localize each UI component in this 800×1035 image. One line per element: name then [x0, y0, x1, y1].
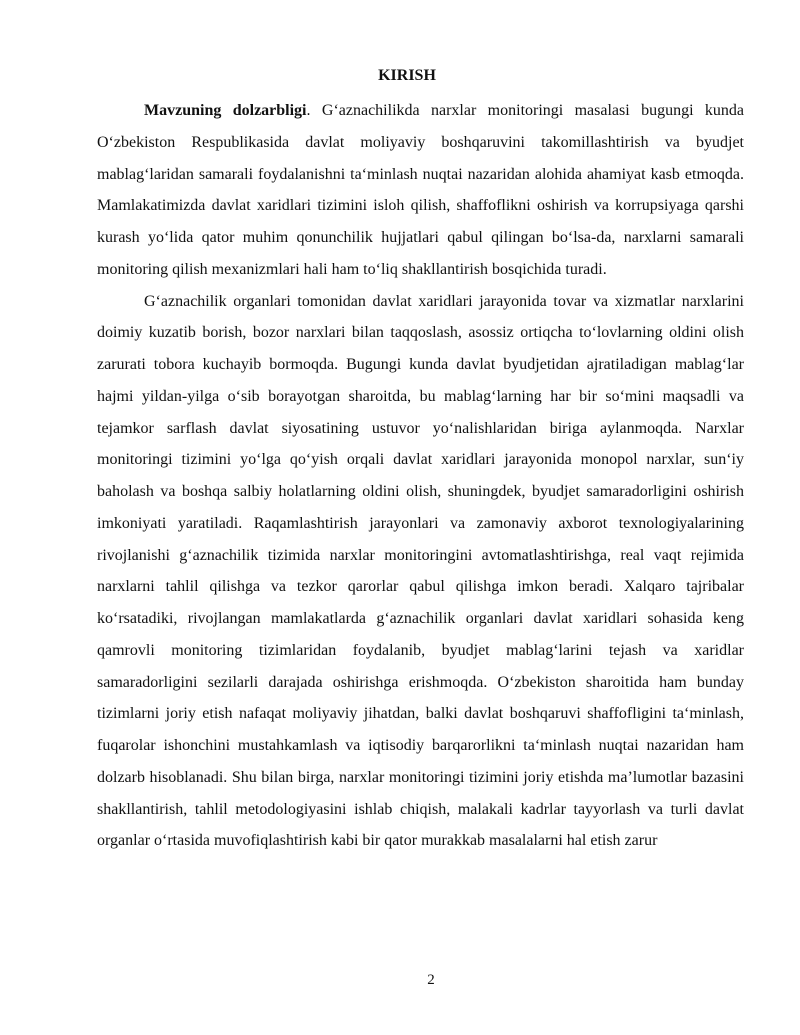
paragraph-lead: Mavzuning dolzarbligi	[144, 102, 307, 119]
document-body	[97, 95, 744, 857]
section-heading: KIRISH	[378, 67, 436, 84]
paragraph-relevance	[97, 95, 744, 286]
paragraph-treasury: G‘aznachilik organlari tomonidan davlat xaridlari jarayonida tovar va xizmatlar narxlarini doimiy kuzatib borish, bozor narxlari bilan taqqoslash, asossiz ortiqcha to‘lovlarning oldini olish zarurati tobora kuchayib bormoqda. Bugungi kunda davlat byudjetidan ajratiladigan mablag‘lar hajmi yildan-yilga o‘sib borayotgan sharoitda, bu mablag‘larning har bir so‘mini maqsadli va tejamkor sarflash davlat siyosatining ustuvor yo‘nalishlaridan biriga aylanmoqda. Narxlar monitoringi tizimini yo‘lga qo‘yish orqali davlat xaridlari jarayonida monopol narxlar, sun‘iy baholash va boshqa salbiy holatlarning oldini olish, shuningdek, byudjet samaradorligini oshirish imkoniyati yaratiladi. Raqamlashtirish jarayonlari va zamonaviy axborot texnologiyalarining rivojlanishi g‘aznachilik tizimida narxlar monitoringini avtomatlashtirishga, real vaqt rejimida narxlarni tahlil qilishga va tezkor qarorlar qabul qilishga imkon beradi. Xalqaro tajribalar ko‘rsatadiki, rivojlangan mamlakatlarda g‘aznachilik organlari davlat xaridlari sohasida keng qamrovli monitoring tizimlaridan foydalanib, byudjet mablag‘larini tejash va xaridlar samaradorligini sezilarli darajada oshirishga erishmoqda. O‘zbekiston sharoitida ham bunday tizimlarni joriy etish nafaqat moliyaviy jihatdan, balki davlat boshqaruvi shaffofligini ta‘minlash, fuqarolar ishonchini mustahkamlash va iqtisodiy barqarorlikni ta‘minlash nuqtai nazaridan ham dolzarb hisoblanadi. Shu bilan birga, narxlar monitoringi tizimini joriy etishda ma’lumotlar bazasini shakllantirish, tahlil metodologiyasini ishlab chiqish, malakali kadrlar tayyorlash va turli davlat organlar o‘rtasida muvofiqlashtirish kabi bir qator murakkab masalalarni hal etish zarur	[97, 292, 744, 850]
page-number: 2	[427, 972, 435, 988]
paragraph-text: . G‘aznachilikda narxlar monitoringi masalasi bugungi kunda O‘zbekiston Respublikasida davlat moliyaviy boshqaruvini takomillashtirish va byudjet mablag‘laridan samarali foydalanishni ta‘minlash nuqtai nazaridan alohida ahamiyat kasb etmoqda. Mamlakatimizda davlat xaridlari tizimini isloh qilish, shaffoflikni oshirish va korrupsiyaga qarshi kurash yo‘lida qator muhim qonunchilik hujjatlari qabul qilingan bo‘lsa-da, narxlarni samarali monitoring qilish mexanizmlari hali ham to‘liq shakllantirish bosqichida turadi.	[97, 102, 745, 278]
